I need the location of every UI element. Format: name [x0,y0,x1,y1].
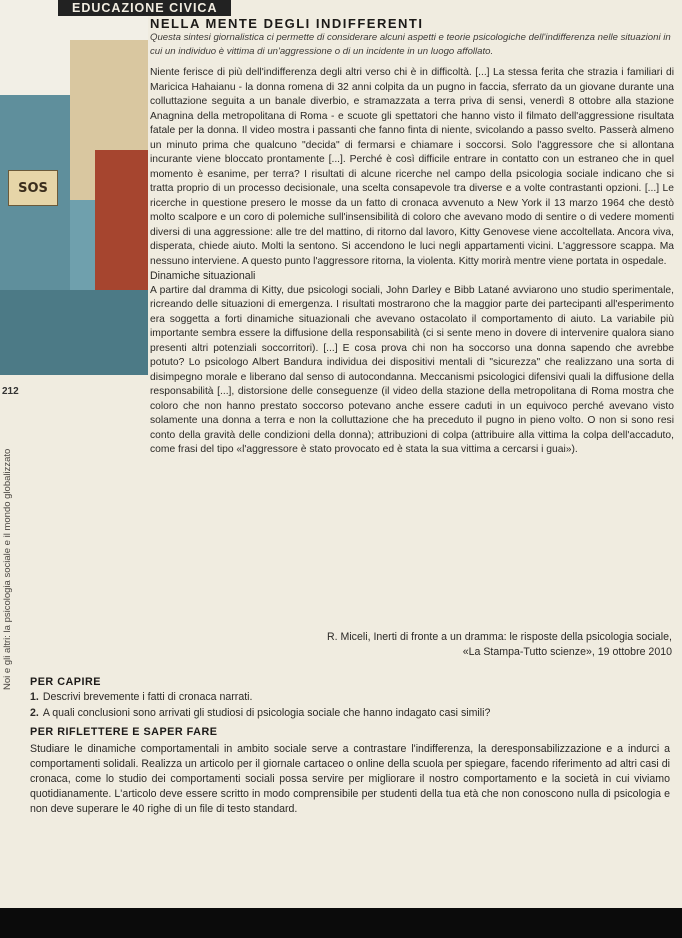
bottom-edge [0,908,682,938]
article-intro: Questa sintesi giornalistica ci permette di considerare alcuni aspetti e teorie psicologiche dell'indifferenza nelle situazioni in cui un individuo è vittima di un'aggressione o di un incidente in un luogo affollato. [150,32,671,57]
reflect-text: Studiare le dinamiche comportamentali in ambito sociale serve a contrastare l'indifferenza, la deresponsabilizzazione e a indurci a comportamenti solidali. Realizza un articolo per il giornale cartaceo o online della scuola per spiegare, facendo riferimento ad altri casi di cronaca, come lo studio dei comportamenti sociali possa servire per migliorare il nostro comportamento e la società in cui viviamo quotidianamente. L'articolo deve essere scritto in modo comprensibile per studenti della tua età che non conoscono nulla di psicologia e non deve superare le 40 righe di un file di testo standard. [30,743,670,815]
sos-sign: SOS [8,170,58,206]
article-subhead: Dinamiche situazionali [150,270,256,282]
section-label: EDUCAZIONE CIVICA [58,0,231,16]
source-author: R. Miceli, Inerti di fronte a un dramma: le risposte della psicologia sociale, [326,631,672,643]
exercises [30,676,670,817]
illustration-bystanders [0,0,148,375]
understand-heading: PER CAPIRE [30,676,101,688]
article-title: NELLA MENTE DEGLI INDIFFERENTI [150,16,424,31]
running-title: Noi e gli altri: la psicologia sociale e il mondo globalizzato [2,448,13,690]
question-item [30,690,670,704]
article-paragraph: Niente ferisce di più dell'indifferenza degli altri verso chi è in difficoltà. [...] La stessa ferita che strazia i familiari di Maricica Hahaianu - la donna romena di 32 anni colpita da un pugno in faccia, sferrato da un giovane durante una colluttazione seguita a un banale diverbio, e stramazzata a terra priva di sensi, venerdì 8 ottobre alla stazione Anagnina della metropolitana di Roma - e scuote gli spettatori che hanno visto il filmato dell'aggressione risultata fatale per la donna. Il video mostra i passanti che fanno finta di niente, svicolando a passo svelto. Passerà almeno un minuto prima che qualcuno "decida" di fermarsi e chiamare i soccorsi. Solo l'aggressore che si allontana incurante viene bloccato prontamente [...]. Perché è così difficile entrare in contatto con un estraneo che in quel momento è esanime, per terra? I risultati di alcune ricerche nel campo della psicologia sociale indicano che si tratta proprio di un processo decisionale, una scelta consapevole tra diverse e a volte contrastanti opzioni. [...] Le ricerche in questione presero le mosse da un fatto di cronaca avvenuto a New York il 13 marzo 1964 che destò molto scalpore e un coro di polemiche sull'insensibilità di coloro che avevano modo di sentire o di vedere momenti diversi di una aggressione: alle tre del mattino, di ritorno dal lavoro, Kitty Genovese viene accoltellata. Ancora viva, disperata, chiede aiuto. Molti la sentono. Si accendono le luci negli appartamenti vicini. L'aggressore scappa. Ma nessuno interviene. A questo punto l'aggressore ritorna, la violenta. Kitty morirà mentre viene portata in ospedale. [150,67,674,267]
question-text: Descrivi brevemente i fatti di cronaca narrati. [42,691,253,703]
page-number: 212 [2,386,19,397]
illustration-figure [95,150,148,290]
question-item [30,706,670,720]
source-publication: «La Stampa-Tutto scienze», 19 ottobre 2010 [462,646,672,658]
illustration-floor [0,290,148,375]
reflect-heading: PER RIFLETTERE E SAPER FARE [30,726,218,738]
article-paragraph: A partire dal dramma di Kitty, due psicologi sociali, John Darley e Bibb Latané avviarono uno studio sperimentale, ricreando delle situazioni di emergenza. I risultati mostrarono che la maggior parte dei partecipanti all'esperimento era soggetta a forti dinamiche situazionali che avevano ostacolato il comportamento di aiuto. La variabile più importante sembra essere la diffusione della responsabilità (ci si sente meno in dovere di intervenire qualora siano presenti altri potenziali soccorritori). [...] E cosa prova chi non ha soccorso una donna sapendo che avrebbe potuto? Lo psicologo Albert Bandura individua dei dispositivi mentali di "sicurezza" che realizzano una sorta di disimpegno morale e liberano dal senso di autocondanna. Meccanismi psicologici difensivi quali la diffusione della responsabilità [...], distorsione delle conseguenze (il video della stazione della metropolitana di Roma mostra che coloro che non hanno prestato soccorso potevano anche essere caduti in un equivoco perché avevano visto solamente una donna a terra e non la colluttazione che ha preceduto il pugno in pieno volto. O non si sono resi conto della gravità delle condizioni della donna); attribuzioni di colpa (attribuire alla vittima la colpa dell'accaduto, come frasi del tipo «l'aggressore è stato provocato ed è stata la sua vittima a cercarsi i guai»). [150,284,674,455]
question-number: 2. [30,707,39,719]
question-text: A quali conclusioni sono arrivati gli studiosi di psicologia sociale che hanno indagato casi simili? [42,707,491,719]
article-body [150,66,674,458]
article-source [150,630,672,660]
question-number: 1. [30,691,39,703]
